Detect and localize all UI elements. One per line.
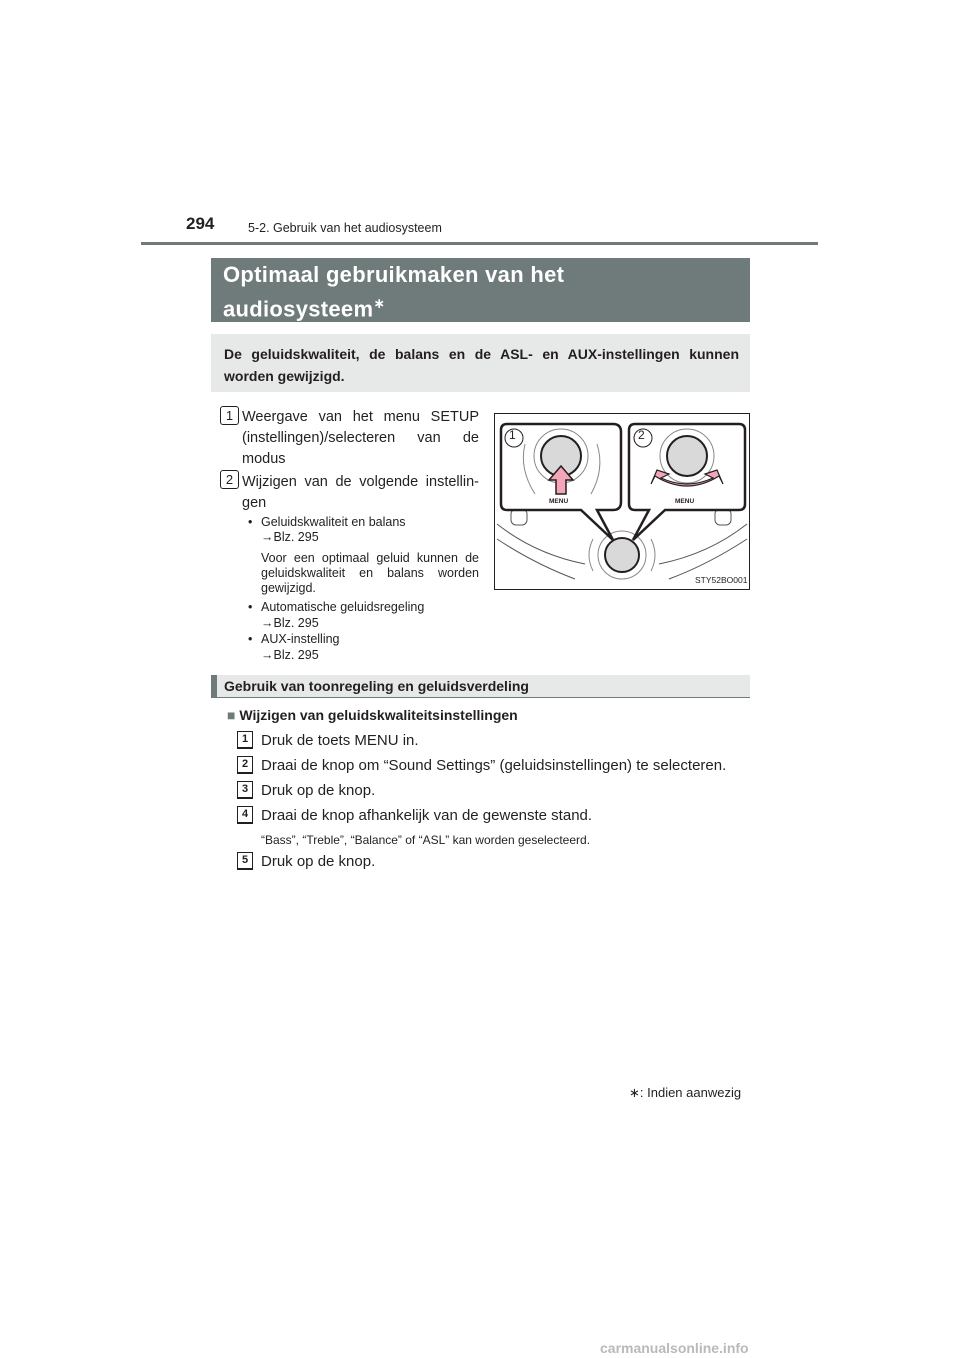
subitem-1-note: Voor een optimaal geluid kunnen de geluidskwaliteit en balans worden gewijzigd. xyxy=(261,551,479,595)
figure-menu-label-2: MENU xyxy=(675,498,695,505)
subsection-heading: Gebruik van toonregeling en geluidsverdeling xyxy=(224,678,529,694)
subitem-1-ref: →Blz. 295 xyxy=(261,530,319,544)
audio-panel-illustration xyxy=(494,413,750,590)
step-4-text: Draai de knop afhankelijk van de gewenste stand. xyxy=(261,807,593,824)
title-banner xyxy=(211,258,750,322)
step-4-note: “Bass”, “Treble”, “Balance” of “ASL” kan worden geselecteerd. xyxy=(261,833,591,847)
bullet-heading-text: Wijzigen van geluidskwaliteitsinstellingen xyxy=(239,707,518,723)
subsection-rule xyxy=(211,697,750,698)
step-2-text: Draai de knop om “Sound Settings” (geluidsinstellingen) te selecteren. xyxy=(261,757,727,774)
bullet-dot: • xyxy=(248,600,253,614)
step-5-text: Druk op de knop. xyxy=(261,853,376,870)
intro-box xyxy=(211,334,750,392)
subitem-2-label: Automatische geluidsregeling xyxy=(261,600,425,614)
title-line-1: Optimaal gebruikmaken van het xyxy=(223,262,565,287)
step-number-3: 3 xyxy=(237,781,253,799)
figure-menu-label-1: MENU xyxy=(549,498,569,505)
step-number-1: 1 xyxy=(237,731,253,749)
step-number-5: 5 xyxy=(237,852,253,870)
item-2-text: Wijzigen van de volgende instellin-gen xyxy=(242,474,479,511)
item-number-2: 2 xyxy=(220,470,239,489)
figure-callout-2: 2 xyxy=(638,428,645,442)
square-bullet-icon: ■ xyxy=(227,707,236,723)
subitem-2-ref: →Blz. 295 xyxy=(261,616,319,630)
figure-code: STY52BO001 xyxy=(695,575,748,585)
watermark: carmanualsonline.info xyxy=(600,1340,749,1356)
figure-callout-1: 1 xyxy=(509,428,516,442)
section-breadcrumb: 5-2. Gebruik van het audiosysteem xyxy=(248,221,442,235)
intro-text: De geluidskwaliteit, de balans en de ASL- en AUX-instellingen kunnen worden gewijzigd. xyxy=(224,346,739,384)
bullet-heading xyxy=(227,707,518,723)
item-1-text: Weergave van het menu SETUP (instellingen)/selecteren van de modus xyxy=(242,409,479,467)
bullet-dot: • xyxy=(248,515,253,529)
footnote: ∗: Indien aanwezig xyxy=(629,1085,742,1100)
page-number: 294 xyxy=(186,214,215,233)
title-asterisk: ∗ xyxy=(373,295,386,311)
step-number-2: 2 xyxy=(237,756,253,774)
illustration-svg xyxy=(495,414,749,589)
header-rule xyxy=(141,242,818,245)
step-number-4: 4 xyxy=(237,806,253,824)
page-title xyxy=(223,261,564,323)
subsection-heading-box xyxy=(211,675,750,697)
title-line-2: audiosysteem xyxy=(223,296,374,322)
step-3-text: Druk op de knop. xyxy=(261,782,376,799)
subitem-3-ref: →Blz. 295 xyxy=(261,648,319,662)
subitem-1-label: Geluidskwaliteit en balans xyxy=(261,515,406,529)
step-1-text: Druk de toets MENU in. xyxy=(261,732,419,749)
bullet-dot: • xyxy=(248,632,253,646)
subitem-3-label: AUX-instelling xyxy=(261,632,340,646)
item-number-1: 1 xyxy=(220,406,239,425)
